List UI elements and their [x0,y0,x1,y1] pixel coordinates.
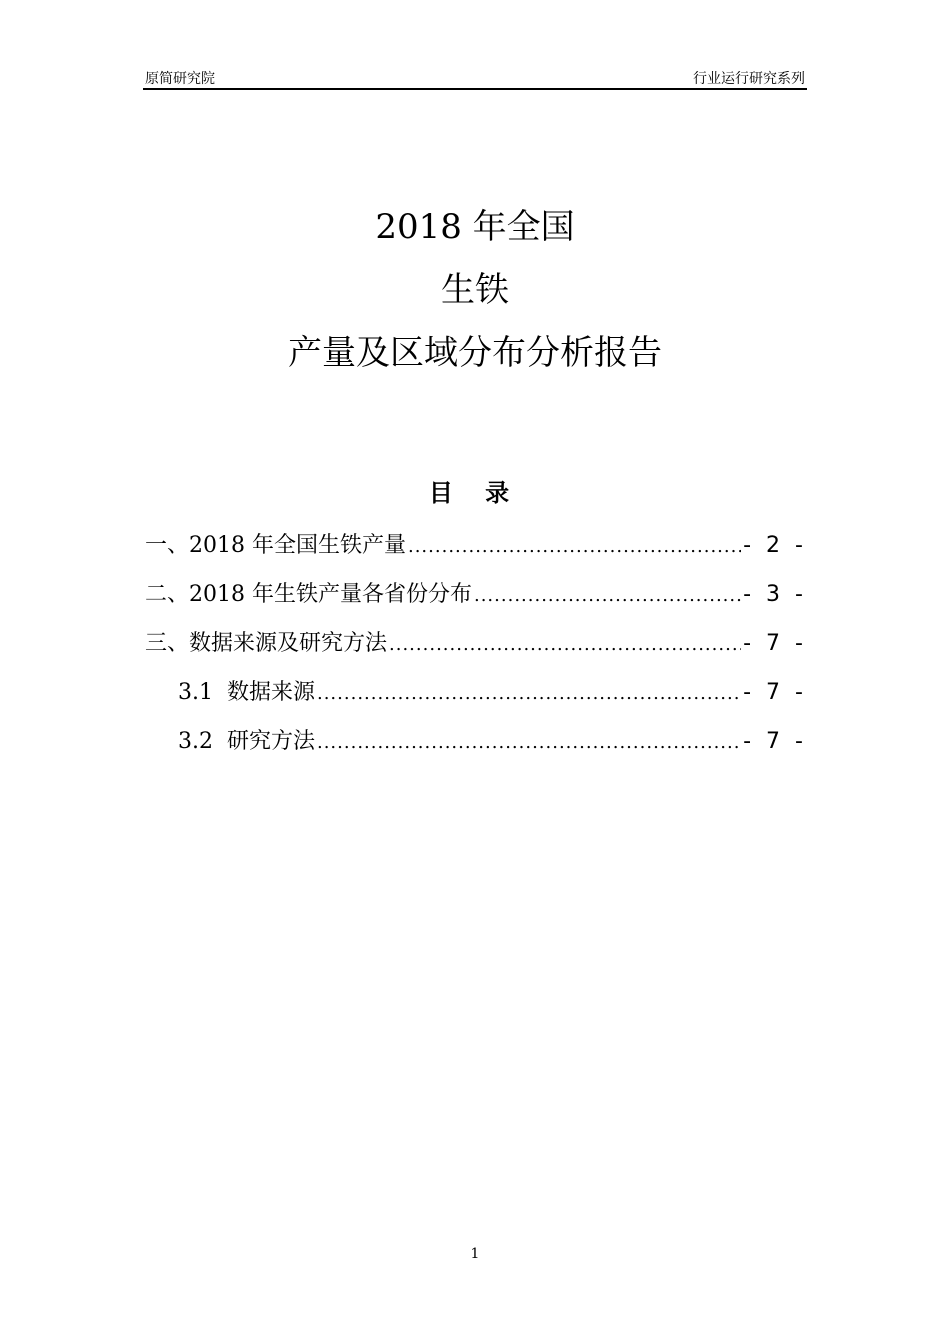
toc-leader-dots [408,531,741,563]
toc-item-3-1[interactable] [178,677,807,709]
toc-item-2[interactable] [145,579,807,611]
toc-item-page: - 7 - [743,680,807,705]
header-rule [143,88,807,90]
toc-leader-dots [389,629,741,661]
toc-item-label: 二、2018 年生铁产量各省份分布 [145,582,472,607]
toc-item-3[interactable] [145,628,807,660]
toc-item-page: - 7 - [743,729,807,754]
title-line-2: 生铁 [441,270,509,310]
toc-leader-dots [474,580,741,612]
page-number: 1 [470,1246,480,1262]
toc-item-3-2[interactable] [178,726,807,758]
toc-item-label: 3.1 数据来源 [178,680,315,705]
toc-item-page: - 7 - [743,631,807,656]
toc-item-1[interactable] [145,530,807,562]
toc-leader-dots [317,727,741,759]
toc-leader-dots [317,678,741,710]
toc-item-page: - 2 - [743,533,807,558]
title-line-1: 2018 年全国 [375,207,575,247]
toc-heading: 目 录 [428,479,522,507]
header-series: 行业运行研究系列 [693,71,805,87]
toc-item-label: 三、数据来源及研究方法 [145,631,388,656]
toc-item-label: 3.2 研究方法 [178,729,315,754]
title-line-3: 产量及区域分布分析报告 [288,333,662,373]
header-publisher: 原简研究院 [145,71,215,87]
toc-item-page: - 3 - [743,582,807,607]
toc-item-label: 一、2018 年全国生铁产量 [145,533,406,558]
